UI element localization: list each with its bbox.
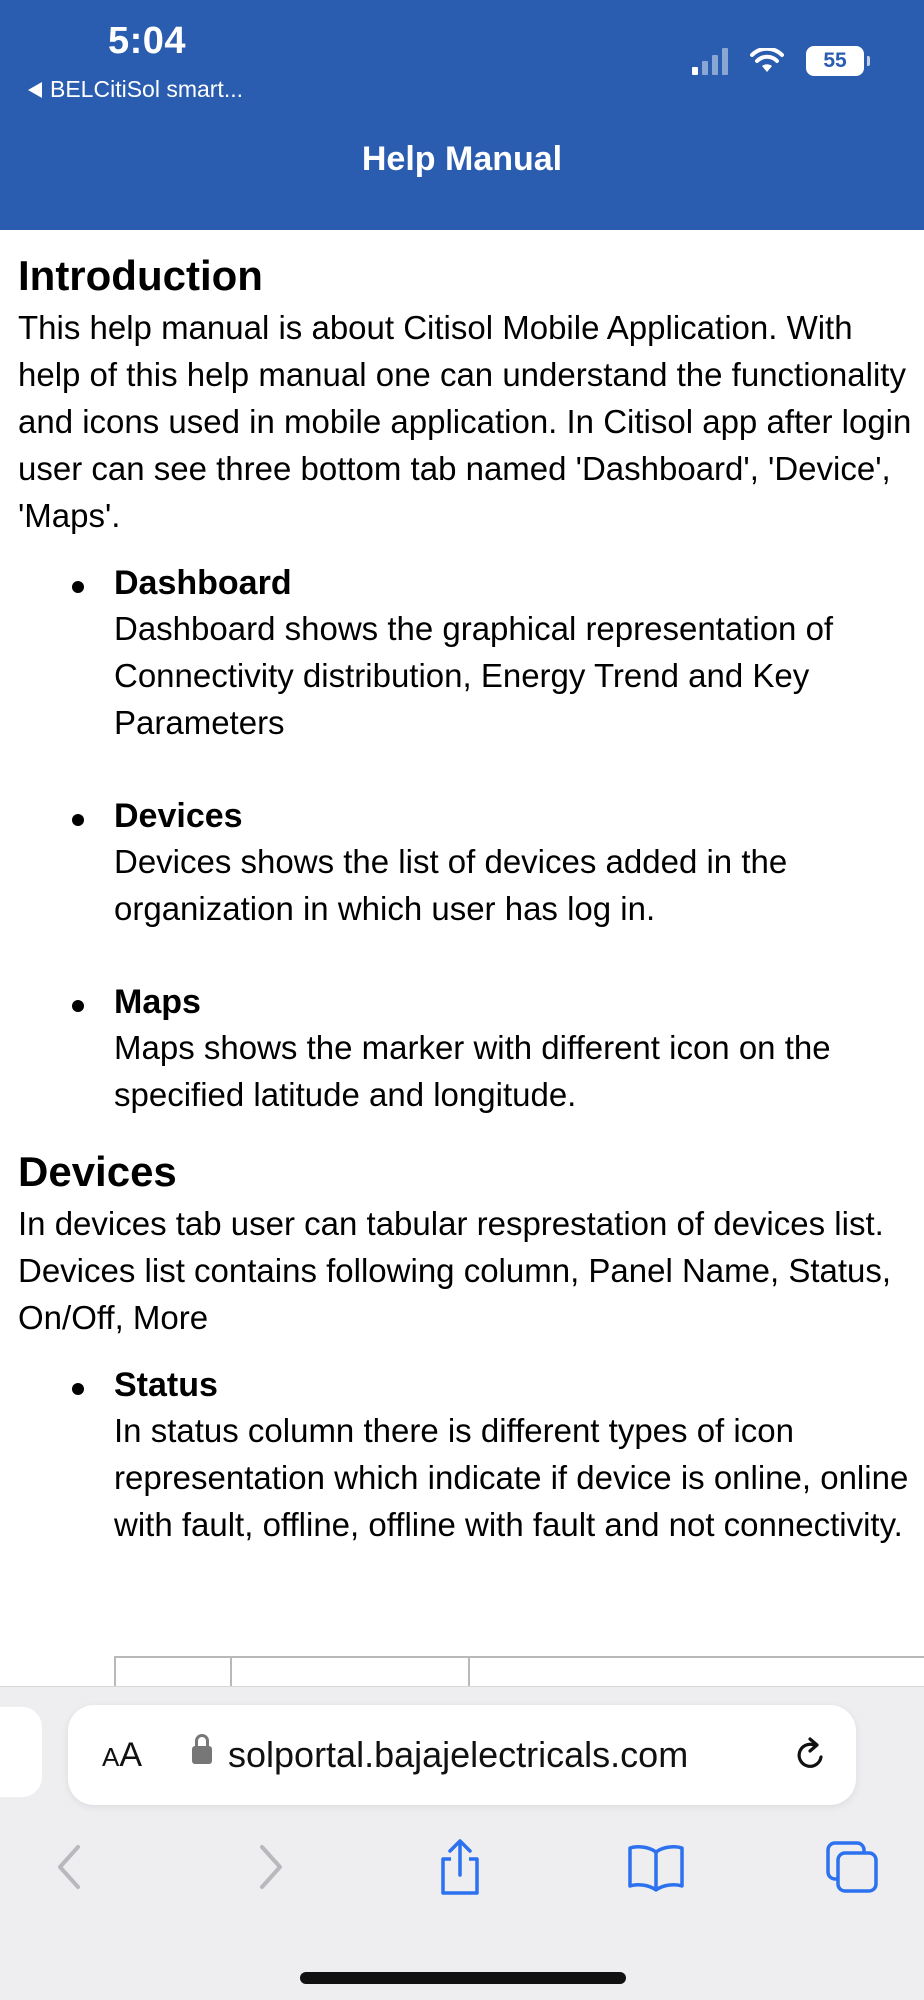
list-item bbox=[18, 794, 918, 932]
share-icon bbox=[435, 1837, 485, 1897]
list-item-title: Status bbox=[114, 1366, 218, 1404]
devices-heading: Devices bbox=[18, 1148, 177, 1195]
list-item-title: Maps bbox=[114, 983, 201, 1021]
back-button[interactable] bbox=[40, 1837, 100, 1897]
list-item-desc: Devices shows the list of devices added in the organization in which user has log in. bbox=[114, 843, 788, 927]
share-button[interactable] bbox=[430, 1837, 490, 1897]
intro-heading: Introduction bbox=[18, 252, 263, 299]
forward-button[interactable] bbox=[240, 1837, 300, 1897]
address-bar[interactable] bbox=[68, 1705, 856, 1805]
back-app-label: BELCitiSol smart... bbox=[50, 76, 243, 102]
browser-bottom-bar bbox=[0, 1686, 924, 2000]
back-to-app-link[interactable] bbox=[28, 76, 243, 103]
home-indicator bbox=[300, 1972, 626, 1984]
list-item bbox=[18, 1363, 918, 1548]
book-icon bbox=[626, 1842, 686, 1892]
lock-icon bbox=[192, 1742, 212, 1764]
chevron-left-icon bbox=[50, 1842, 90, 1892]
status-icon-table bbox=[114, 1656, 924, 1686]
bullet-icon bbox=[72, 581, 84, 593]
list-item bbox=[18, 561, 918, 746]
status-time: 5:04 bbox=[108, 20, 187, 62]
app-header bbox=[0, 0, 924, 230]
tabs-icon bbox=[824, 1839, 880, 1895]
page-title: Help Manual bbox=[361, 140, 563, 178]
list-item-desc: Maps shows the marker with different icon on the specified latitude and longitude. bbox=[114, 1029, 831, 1113]
cellular-signal-icon bbox=[692, 47, 728, 75]
devices-list bbox=[18, 1363, 918, 1548]
browser-toolbar bbox=[0, 1837, 924, 1917]
status-icons bbox=[692, 46, 864, 76]
bullet-icon bbox=[72, 1000, 84, 1012]
bullet-icon bbox=[72, 1383, 84, 1395]
devices-paragraph: In devices tab user can tabular resprestation of devices list. Devices list contains following column, Panel Name, Status, On/Off, More bbox=[18, 1205, 892, 1336]
url-text[interactable]: solportal.bajajelectricals.com bbox=[228, 1734, 689, 1775]
list-item bbox=[18, 980, 918, 1118]
list-item-title: Devices bbox=[114, 797, 243, 835]
reader-settings-button[interactable]: AA bbox=[102, 1735, 143, 1774]
reload-icon[interactable] bbox=[790, 1735, 830, 1775]
intro-list bbox=[18, 561, 918, 1118]
back-triangle-icon bbox=[28, 82, 42, 98]
wifi-icon bbox=[750, 48, 784, 74]
previous-tab-preview[interactable] bbox=[0, 1707, 42, 1797]
tabs-button[interactable] bbox=[822, 1837, 882, 1897]
bookmarks-button[interactable] bbox=[626, 1837, 686, 1897]
intro-paragraph: This help manual is about Citisol Mobile Application. With help of this help manual one can understand the functionality and icons used in mobile application. In Citisol app after login user can see three bottom tab named 'Dashboard', 'Device', 'Maps'. bbox=[18, 309, 912, 534]
chevron-right-icon bbox=[250, 1842, 290, 1892]
list-item-title: Dashboard bbox=[114, 564, 292, 602]
list-item-desc: In status column there is different types of icon representation which indicate if device is online, online with fault, offline, offline with fault and not connectivity. bbox=[114, 1412, 909, 1543]
bullet-icon bbox=[72, 814, 84, 826]
help-content bbox=[18, 250, 918, 1596]
list-item-desc: Dashboard shows the graphical representation of Connectivity distribution, Energy Trend and Key Parameters bbox=[114, 610, 834, 741]
battery-indicator: 55 bbox=[806, 46, 864, 76]
